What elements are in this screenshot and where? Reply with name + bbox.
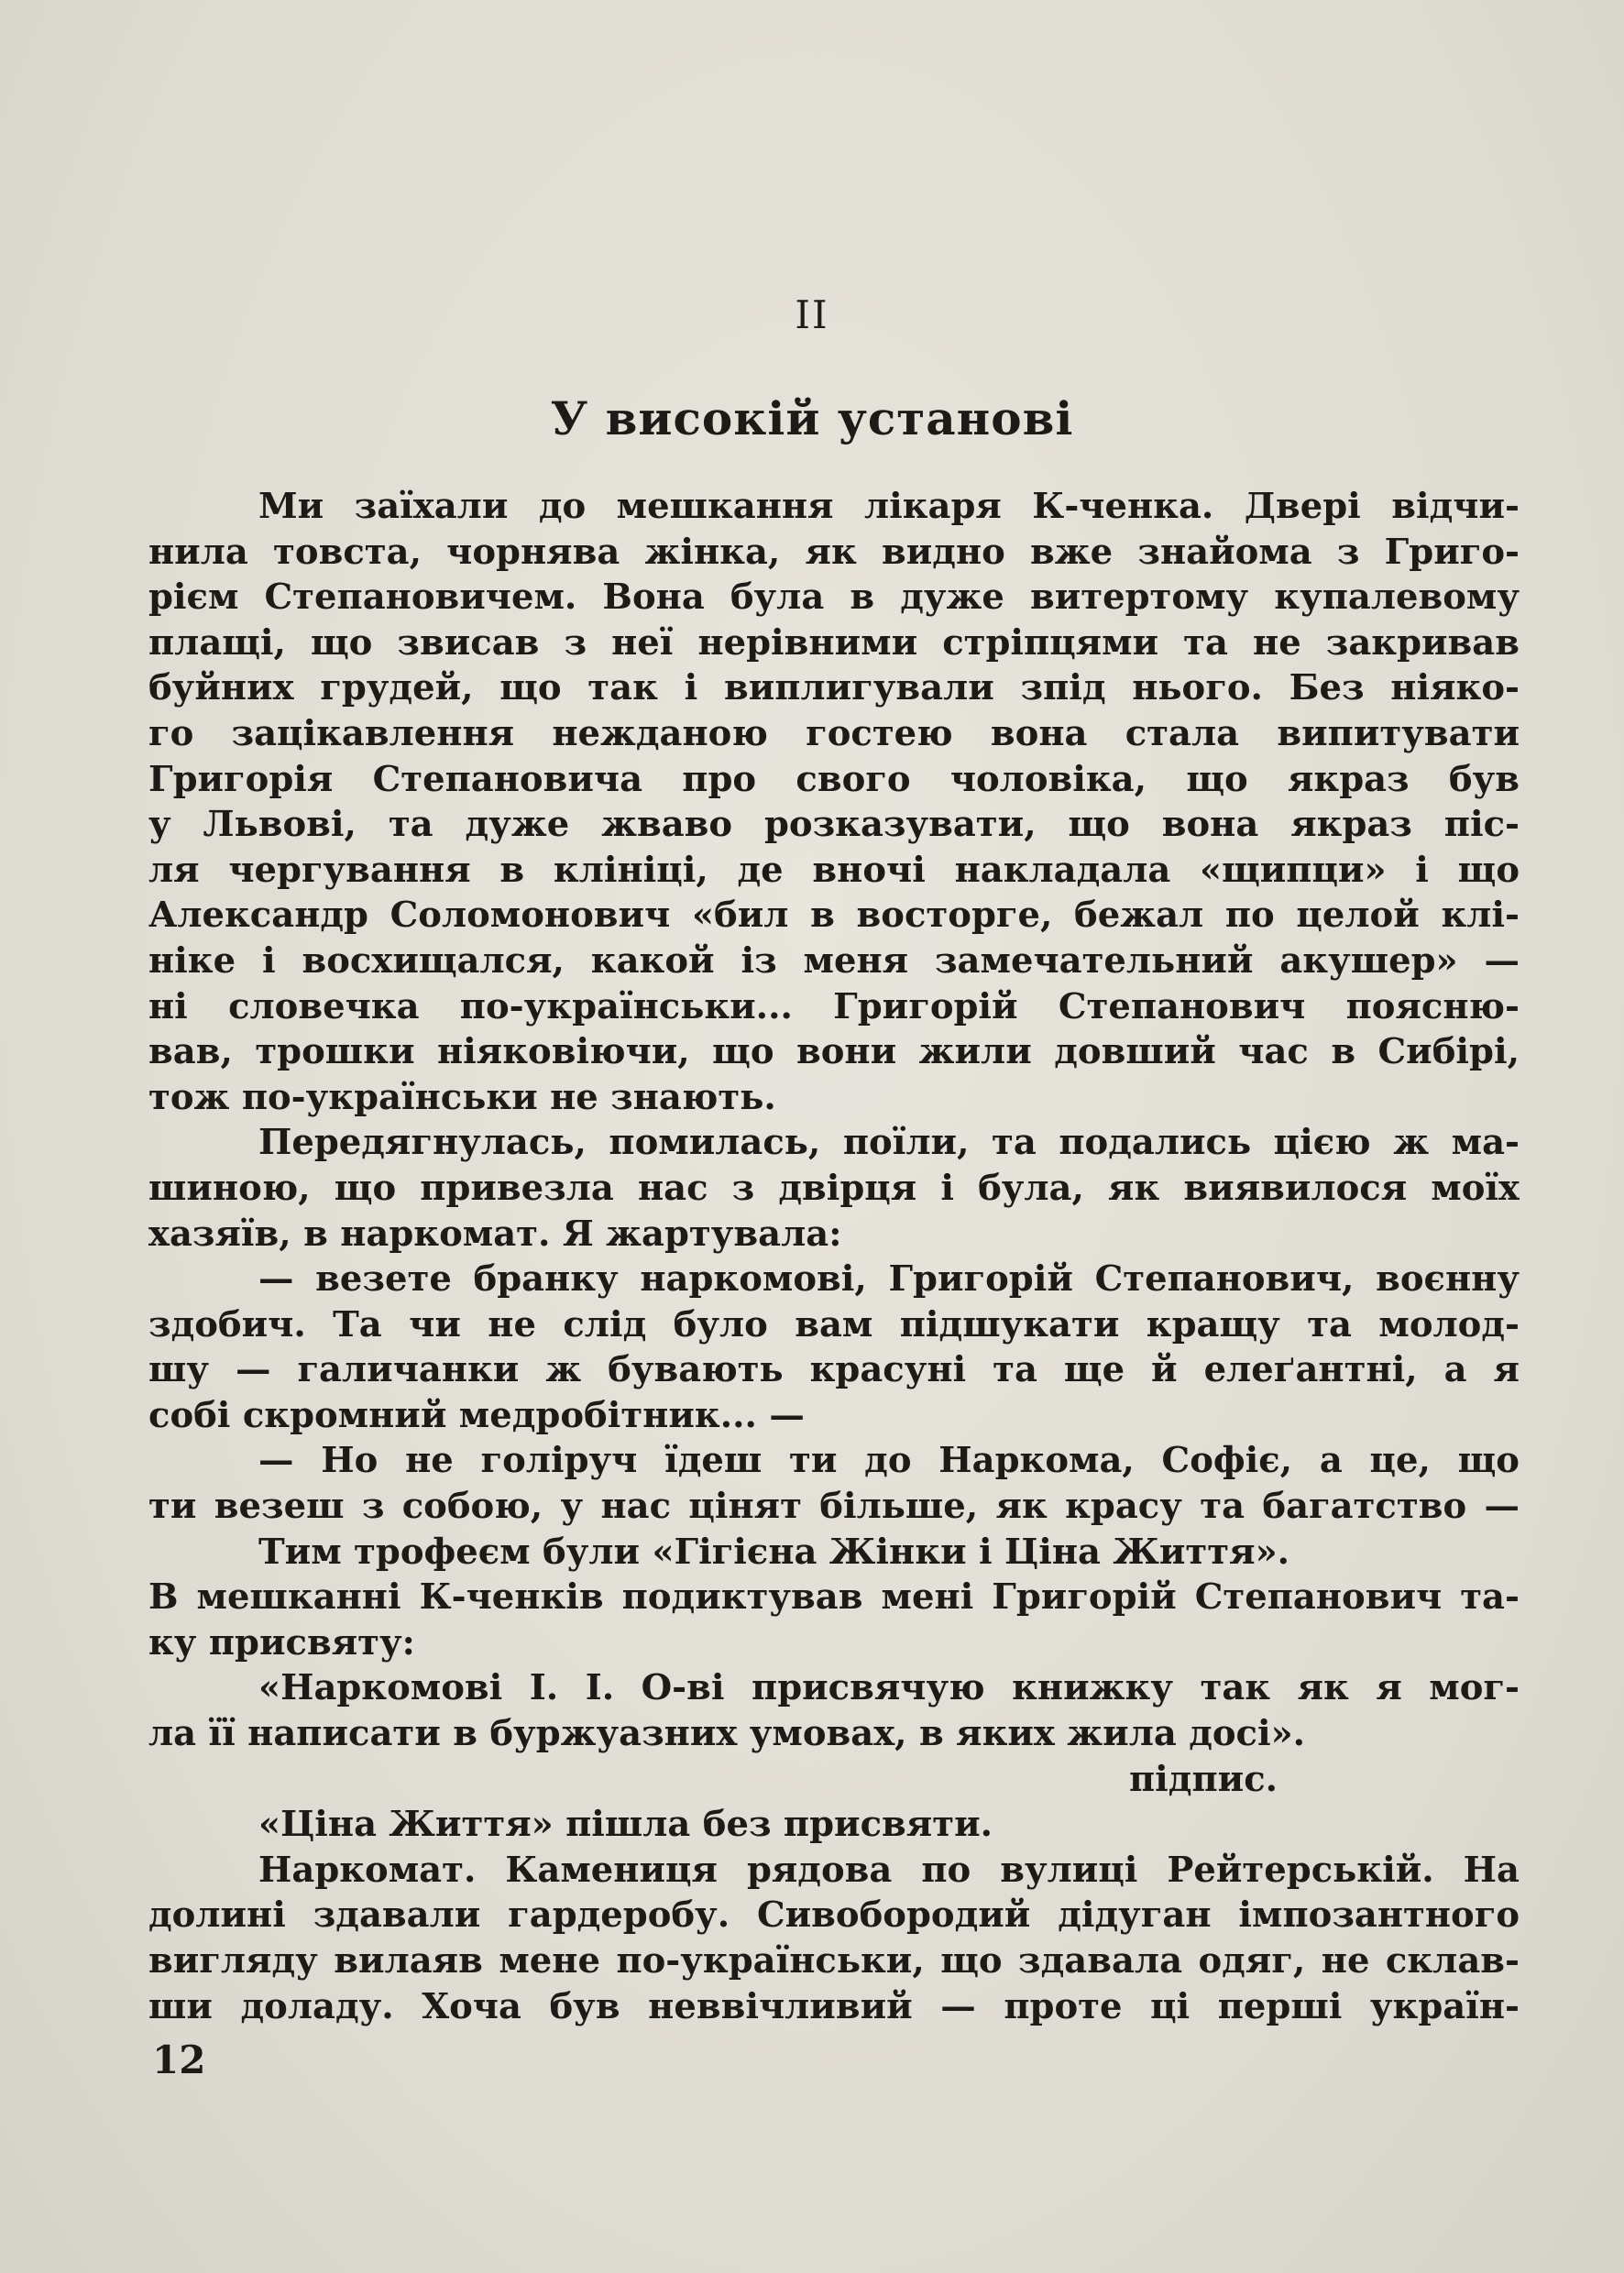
text-line: ні словечка по-українськи... Григорій Степанович поясню- [148,985,1520,1027]
text-line: — везете бранку наркомові, Григорій Степанович, воєнну [258,1258,1520,1301]
text-line: Передягнулась, помилась, поїли, та подались цією ж ма- [258,1122,1520,1164]
text-line: Григорія Степановича про свого чоловіка, що якраз був [148,758,1520,800]
text-line: В мешканні К-ченків подиктував мені Григорій Степанович та- [148,1576,1520,1619]
text-line: плащі, що звисав з неї нерівними стріпцями та не закривав [148,621,1520,664]
text-line: го зацікавлення нежданою гостею вона стала випитувати [148,712,1520,754]
text-line: Ми заїхали до мешкання лікаря К-ченка. Двері відчи- [258,486,1520,527]
text-line: собі скромний медробітник... — [148,1394,805,1436]
chapter-number: II [795,292,829,337]
text-line: ти везеш з собою, у нас цінят більше, як красу та багатство — [148,1486,1520,1528]
text-line: шу — галичанки ж бувають красуні та ще й елеґантні, а я [148,1349,1520,1391]
text-line: здобич. Та чи не слід було вам підшукати кращу та молод- [148,1303,1520,1345]
page-number: 12 [152,2037,206,2082]
text-line: у Львові, та дуже жваво розказувати, що вона якраз піс- [148,804,1520,846]
text-line: Тим трофеєм були «Гігієна Жінки і Ціна Життя». [258,1531,1290,1573]
text-line: вав, трошки ніяковіючи, що вони жили довший час в Сибірі, [148,1031,1520,1073]
text-line: — Но не голіруч їдеш ти до Наркома, Софіє, а це, що [258,1440,1520,1482]
chapter-title: У високій установі [550,391,1074,445]
text-line: вигляду вилаяв мене по-українськи, що здавала одяг, не склав- [148,1940,1520,1982]
text-line: нила товста, чорнява жінка, як видно вже знайома з Григо- [148,531,1520,573]
text-line: Александр Соломонович «бил в восторге, бежал по целой клі- [148,895,1520,937]
text-line: ши доладу. Хоча був неввічливий — проте ці перші україн- [148,1985,1520,2027]
body-text [148,484,1520,2029]
text-line: ля чергування в клініці, де вночі накладала «щипци» і що [148,849,1520,891]
text-line: рієм Степановичем. Вона була в дуже витертому купалевому [148,576,1520,619]
text-line: ла її написати в буржуазних умовах, в яких жила досі». [148,1713,1306,1755]
text-line: «Наркомові І. І. О-ві присвячую книжку так як я мог- [258,1667,1520,1709]
text-line: «Ціна Життя» пішла без присвяти. [258,1804,993,1846]
text-line: хазяїв, в наркомат. Я жартувала: [148,1213,842,1255]
text-line: ку присвяту: [148,1621,415,1664]
text-line: тож по-українськи не знають. [148,1076,776,1118]
text-line: долині здавали гардеробу. Сивобородий дідуган імпозантного [148,1894,1520,1937]
text-line: шиною, що привезла нас з двірця і була, як виявилося моїх [148,1167,1520,1209]
text-line: ніке і восхищался, какой із меня замечательний акушер» — [148,939,1520,982]
text-line: Наркомат. Камениця рядова по вулиці Рейтерській. На [258,1849,1520,1891]
text-line: підпис. [1129,1758,1278,1800]
text-line: буйних грудей, що так і виплигували зпід нього. Без ніяко- [148,667,1520,709]
